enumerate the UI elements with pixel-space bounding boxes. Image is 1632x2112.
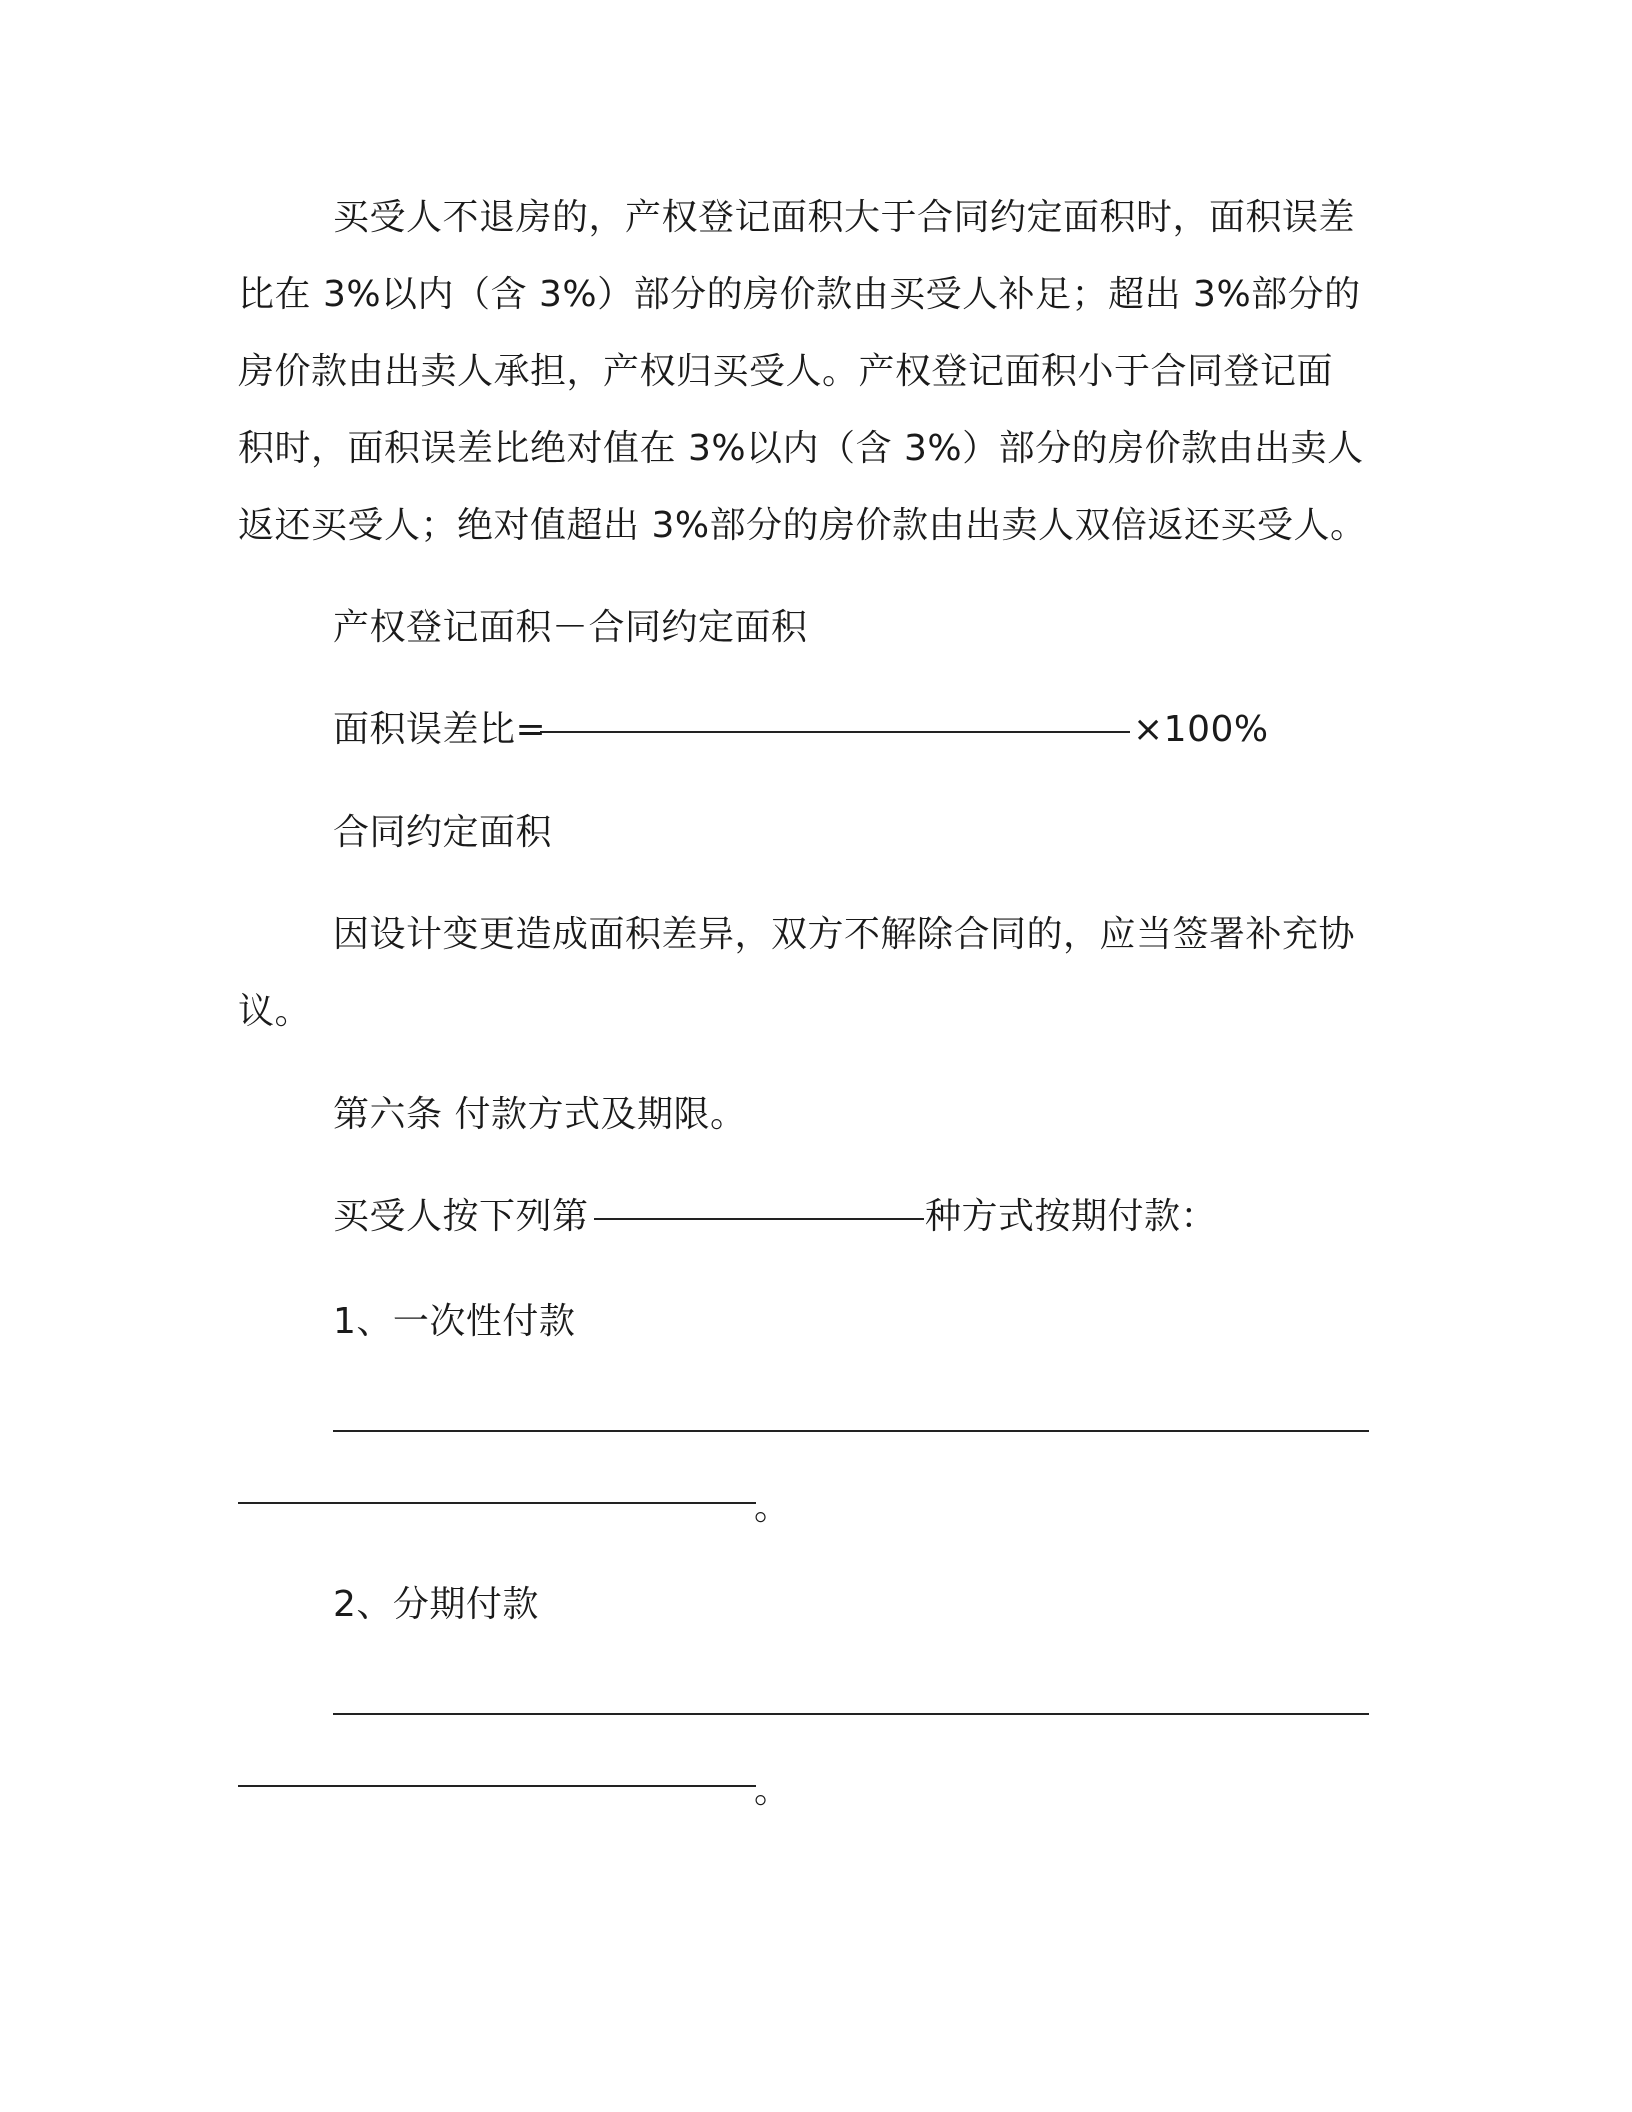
lump-sum-blank-line-2[interactable]	[238, 1502, 756, 1504]
option-installment: 2、分期付款	[333, 1584, 539, 1625]
installment-period: 。	[754, 1770, 791, 1811]
paragraph-line: 积时，面积误差比绝对值在 3%以内（含 3%）部分的房价款由出卖人	[238, 428, 1364, 469]
installment-blank-line-1[interactable]	[333, 1713, 1369, 1715]
paragraph-line: 房价款由出卖人承担，产权归买受人。产权登记面积小于合同登记面	[238, 351, 1334, 392]
lump-sum-blank-line-1[interactable]	[333, 1430, 1369, 1432]
paragraph-line: 返还买受人；绝对值超出 3%部分的房价款由出卖人双倍返还买受人。	[238, 505, 1367, 546]
formula-right: ×100%	[1133, 709, 1269, 750]
payment-intro-after: 种方式按期付款：	[925, 1196, 1218, 1237]
paragraph-line: 买受人不退房的，产权登记面积大于合同约定面积时，面积误差	[333, 197, 1356, 238]
installment-blank-line-2[interactable]	[238, 1785, 756, 1787]
article-heading: 第六条 付款方式及期限。	[333, 1094, 747, 1135]
paragraph-line: 因设计变更造成面积差异，双方不解除合同的，应当签署补充协	[333, 914, 1356, 955]
paragraph-line: 比在 3%以内（含 3%）部分的房价款由买受人补足；超出 3%部分的	[238, 274, 1361, 315]
formula-denominator: 合同约定面积	[333, 812, 553, 853]
paragraph-line: 议。	[238, 991, 312, 1032]
formula-left: 面积误差比=	[333, 709, 547, 750]
payment-method-blank[interactable]	[594, 1218, 924, 1220]
formula-numerator: 产权登记面积－合同约定面积	[333, 607, 808, 648]
lump-sum-period: 。	[754, 1487, 791, 1528]
payment-intro-before: 买受人按下列第	[333, 1196, 589, 1237]
formula-fraction-bar	[540, 731, 1130, 733]
option-lump-sum: 1、一次性付款	[333, 1301, 576, 1342]
